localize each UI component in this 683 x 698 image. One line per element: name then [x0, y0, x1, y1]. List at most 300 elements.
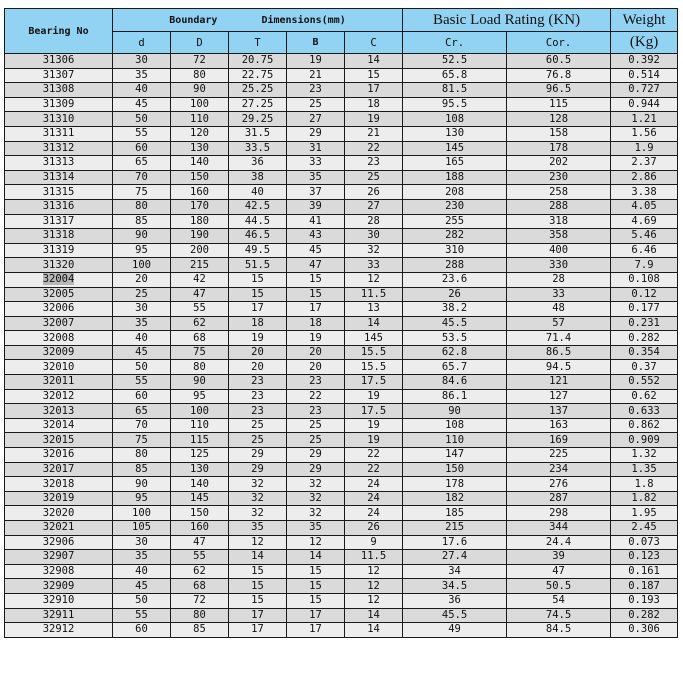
cell-d[interactable] [113, 156, 171, 171]
cell-bearing-no[interactable] [5, 229, 113, 244]
cell-cor[interactable] [507, 506, 611, 521]
cell-C[interactable] [345, 112, 403, 127]
cell-B[interactable] [287, 521, 345, 536]
cell-T[interactable] [229, 550, 287, 565]
cell-C[interactable] [345, 54, 403, 69]
cell-T[interactable] [229, 156, 287, 171]
cell-C[interactable] [345, 506, 403, 521]
cell-B[interactable] [287, 389, 345, 404]
cell-cr[interactable] [403, 68, 507, 83]
cell-cor[interactable] [507, 199, 611, 214]
cell-weight[interactable] [611, 156, 678, 171]
cell-weight[interactable] [611, 477, 678, 492]
cell-bearing-no[interactable] [5, 491, 113, 506]
cell-T[interactable] [229, 491, 287, 506]
cell-cr[interactable] [403, 83, 507, 98]
cell-C[interactable] [345, 375, 403, 390]
cell-cr[interactable] [403, 579, 507, 594]
cell-B[interactable] [287, 258, 345, 273]
cell-bearing-no[interactable] [5, 214, 113, 229]
cell-bearing-no[interactable] [5, 331, 113, 346]
cell-bearing-no[interactable] [5, 112, 113, 127]
cell-weight[interactable] [611, 623, 678, 638]
cell-d[interactable] [113, 214, 171, 229]
cell-cr[interactable] [403, 433, 507, 448]
cell-C[interactable] [345, 83, 403, 98]
cell-D[interactable] [171, 433, 229, 448]
cell-d[interactable] [113, 448, 171, 463]
cell-D[interactable] [171, 141, 229, 156]
cell-weight[interactable] [611, 433, 678, 448]
cell-C[interactable] [345, 462, 403, 477]
cell-d[interactable] [113, 272, 171, 287]
cell-cr[interactable] [403, 506, 507, 521]
cell-cor[interactable] [507, 375, 611, 390]
cell-bearing-no[interactable] [5, 418, 113, 433]
cell-bearing-no[interactable] [5, 389, 113, 404]
cell-D[interactable] [171, 170, 229, 185]
cell-D[interactable] [171, 462, 229, 477]
cell-cr[interactable] [403, 360, 507, 375]
cell-B[interactable] [287, 477, 345, 492]
cell-bearing-no[interactable] [5, 287, 113, 302]
cell-cr[interactable] [403, 331, 507, 346]
cell-bearing-no[interactable] [5, 243, 113, 258]
cell-cor[interactable] [507, 258, 611, 273]
cell-weight[interactable] [611, 360, 678, 375]
cell-weight[interactable] [611, 68, 678, 83]
cell-d[interactable] [113, 491, 171, 506]
cell-d[interactable] [113, 170, 171, 185]
cell-T[interactable] [229, 316, 287, 331]
cell-T[interactable] [229, 68, 287, 83]
cell-B[interactable] [287, 112, 345, 127]
cell-T[interactable] [229, 185, 287, 200]
cell-D[interactable] [171, 302, 229, 317]
cell-D[interactable] [171, 258, 229, 273]
cell-B[interactable] [287, 214, 345, 229]
cell-cr[interactable] [403, 564, 507, 579]
cell-weight[interactable] [611, 112, 678, 127]
cell-D[interactable] [171, 389, 229, 404]
cell-T[interactable] [229, 521, 287, 536]
cell-bearing-no[interactable] [5, 375, 113, 390]
cell-cr[interactable] [403, 214, 507, 229]
cell-D[interactable] [171, 564, 229, 579]
cell-cor[interactable] [507, 229, 611, 244]
cell-d[interactable] [113, 535, 171, 550]
cell-weight[interactable] [611, 593, 678, 608]
cell-T[interactable] [229, 593, 287, 608]
cell-bearing-no[interactable] [5, 550, 113, 565]
cell-cor[interactable] [507, 608, 611, 623]
cell-bearing-no[interactable] [5, 623, 113, 638]
cell-cor[interactable] [507, 564, 611, 579]
cell-cr[interactable] [403, 258, 507, 273]
cell-d[interactable] [113, 462, 171, 477]
cell-weight[interactable] [611, 491, 678, 506]
cell-T[interactable] [229, 258, 287, 273]
cell-B[interactable] [287, 272, 345, 287]
cell-B[interactable] [287, 97, 345, 112]
cell-cr[interactable] [403, 54, 507, 69]
cell-d[interactable] [113, 302, 171, 317]
cell-d[interactable] [113, 141, 171, 156]
cell-cor[interactable] [507, 126, 611, 141]
cell-C[interactable] [345, 593, 403, 608]
cell-D[interactable] [171, 229, 229, 244]
cell-C[interactable] [345, 302, 403, 317]
cell-bearing-no[interactable] [5, 579, 113, 594]
cell-cr[interactable] [403, 126, 507, 141]
cell-C[interactable] [345, 491, 403, 506]
cell-d[interactable] [113, 564, 171, 579]
cell-d[interactable] [113, 54, 171, 69]
cell-weight[interactable] [611, 272, 678, 287]
cell-T[interactable] [229, 418, 287, 433]
cell-T[interactable] [229, 608, 287, 623]
cell-T[interactable] [229, 535, 287, 550]
cell-d[interactable] [113, 579, 171, 594]
cell-cor[interactable] [507, 316, 611, 331]
cell-D[interactable] [171, 287, 229, 302]
cell-bearing-no[interactable] [5, 608, 113, 623]
cell-T[interactable] [229, 214, 287, 229]
cell-cr[interactable] [403, 156, 507, 171]
cell-d[interactable] [113, 389, 171, 404]
cell-B[interactable] [287, 126, 345, 141]
cell-weight[interactable] [611, 345, 678, 360]
cell-B[interactable] [287, 448, 345, 463]
cell-cor[interactable] [507, 521, 611, 536]
cell-weight[interactable] [611, 521, 678, 536]
cell-bearing-no[interactable] [5, 126, 113, 141]
cell-cor[interactable] [507, 579, 611, 594]
cell-B[interactable] [287, 623, 345, 638]
cell-bearing-no[interactable] [5, 477, 113, 492]
cell-cr[interactable] [403, 199, 507, 214]
cell-C[interactable] [345, 214, 403, 229]
cell-C[interactable] [345, 389, 403, 404]
cell-bearing-no[interactable] [5, 272, 113, 287]
cell-cor[interactable] [507, 623, 611, 638]
cell-T[interactable] [229, 112, 287, 127]
cell-T[interactable] [229, 229, 287, 244]
cell-cor[interactable] [507, 331, 611, 346]
cell-T[interactable] [229, 243, 287, 258]
cell-d[interactable] [113, 83, 171, 98]
cell-cor[interactable] [507, 141, 611, 156]
cell-D[interactable] [171, 83, 229, 98]
cell-C[interactable] [345, 287, 403, 302]
cell-T[interactable] [229, 199, 287, 214]
cell-B[interactable] [287, 550, 345, 565]
cell-cor[interactable] [507, 360, 611, 375]
cell-cor[interactable] [507, 448, 611, 463]
cell-bearing-no[interactable] [5, 68, 113, 83]
cell-weight[interactable] [611, 316, 678, 331]
cell-bearing-no[interactable] [5, 535, 113, 550]
cell-C[interactable] [345, 564, 403, 579]
cell-D[interactable] [171, 550, 229, 565]
cell-B[interactable] [287, 579, 345, 594]
cell-weight[interactable] [611, 418, 678, 433]
cell-C[interactable] [345, 229, 403, 244]
cell-d[interactable] [113, 229, 171, 244]
cell-B[interactable] [287, 418, 345, 433]
cell-weight[interactable] [611, 214, 678, 229]
cell-D[interactable] [171, 623, 229, 638]
cell-D[interactable] [171, 360, 229, 375]
cell-cr[interactable] [403, 287, 507, 302]
cell-cr[interactable] [403, 185, 507, 200]
cell-C[interactable] [345, 126, 403, 141]
cell-cor[interactable] [507, 156, 611, 171]
cell-d[interactable] [113, 608, 171, 623]
cell-cr[interactable] [403, 491, 507, 506]
cell-D[interactable] [171, 126, 229, 141]
cell-cr[interactable] [403, 302, 507, 317]
cell-D[interactable] [171, 418, 229, 433]
cell-B[interactable] [287, 54, 345, 69]
cell-d[interactable] [113, 287, 171, 302]
cell-cor[interactable] [507, 345, 611, 360]
cell-B[interactable] [287, 564, 345, 579]
cell-cr[interactable] [403, 535, 507, 550]
cell-D[interactable] [171, 68, 229, 83]
cell-weight[interactable] [611, 302, 678, 317]
cell-D[interactable] [171, 214, 229, 229]
cell-cr[interactable] [403, 462, 507, 477]
cell-cr[interactable] [403, 170, 507, 185]
cell-bearing-no[interactable] [5, 404, 113, 419]
cell-B[interactable] [287, 287, 345, 302]
cell-d[interactable] [113, 375, 171, 390]
cell-B[interactable] [287, 199, 345, 214]
cell-cr[interactable] [403, 272, 507, 287]
cell-d[interactable] [113, 185, 171, 200]
cell-C[interactable] [345, 608, 403, 623]
cell-T[interactable] [229, 54, 287, 69]
cell-bearing-no[interactable] [5, 170, 113, 185]
cell-weight[interactable] [611, 506, 678, 521]
cell-cor[interactable] [507, 550, 611, 565]
cell-d[interactable] [113, 506, 171, 521]
cell-cor[interactable] [507, 54, 611, 69]
cell-weight[interactable] [611, 141, 678, 156]
cell-bearing-no[interactable] [5, 316, 113, 331]
cell-C[interactable] [345, 331, 403, 346]
cell-weight[interactable] [611, 185, 678, 200]
cell-cor[interactable] [507, 97, 611, 112]
cell-d[interactable] [113, 68, 171, 83]
cell-weight[interactable] [611, 243, 678, 258]
cell-cor[interactable] [507, 404, 611, 419]
cell-C[interactable] [345, 345, 403, 360]
cell-bearing-no[interactable] [5, 521, 113, 536]
cell-B[interactable] [287, 345, 345, 360]
cell-C[interactable] [345, 521, 403, 536]
cell-bearing-no[interactable] [5, 141, 113, 156]
cell-C[interactable] [345, 418, 403, 433]
cell-d[interactable] [113, 112, 171, 127]
cell-cor[interactable] [507, 418, 611, 433]
cell-cr[interactable] [403, 404, 507, 419]
cell-d[interactable] [113, 360, 171, 375]
cell-d[interactable] [113, 199, 171, 214]
cell-weight[interactable] [611, 83, 678, 98]
cell-cor[interactable] [507, 477, 611, 492]
cell-C[interactable] [345, 316, 403, 331]
cell-cr[interactable] [403, 477, 507, 492]
cell-d[interactable] [113, 477, 171, 492]
cell-T[interactable] [229, 170, 287, 185]
cell-cor[interactable] [507, 302, 611, 317]
cell-cor[interactable] [507, 433, 611, 448]
cell-d[interactable] [113, 97, 171, 112]
cell-T[interactable] [229, 302, 287, 317]
cell-T[interactable] [229, 389, 287, 404]
cell-B[interactable] [287, 608, 345, 623]
cell-T[interactable] [229, 287, 287, 302]
cell-T[interactable] [229, 579, 287, 594]
cell-B[interactable] [287, 375, 345, 390]
cell-cr[interactable] [403, 229, 507, 244]
cell-D[interactable] [171, 185, 229, 200]
cell-D[interactable] [171, 199, 229, 214]
cell-C[interactable] [345, 448, 403, 463]
cell-T[interactable] [229, 623, 287, 638]
cell-cr[interactable] [403, 243, 507, 258]
cell-weight[interactable] [611, 258, 678, 273]
cell-D[interactable] [171, 156, 229, 171]
cell-B[interactable] [287, 302, 345, 317]
cell-B[interactable] [287, 462, 345, 477]
cell-weight[interactable] [611, 170, 678, 185]
cell-cr[interactable] [403, 316, 507, 331]
cell-B[interactable] [287, 141, 345, 156]
cell-D[interactable] [171, 608, 229, 623]
cell-weight[interactable] [611, 564, 678, 579]
cell-D[interactable] [171, 316, 229, 331]
cell-weight[interactable] [611, 462, 678, 477]
cell-cor[interactable] [507, 491, 611, 506]
cell-D[interactable] [171, 331, 229, 346]
cell-B[interactable] [287, 360, 345, 375]
cell-T[interactable] [229, 97, 287, 112]
cell-bearing-no[interactable] [5, 360, 113, 375]
cell-cor[interactable] [507, 389, 611, 404]
cell-cor[interactable] [507, 535, 611, 550]
cell-C[interactable] [345, 623, 403, 638]
cell-T[interactable] [229, 141, 287, 156]
cell-T[interactable] [229, 564, 287, 579]
cell-T[interactable] [229, 404, 287, 419]
cell-cor[interactable] [507, 83, 611, 98]
cell-B[interactable] [287, 83, 345, 98]
cell-cr[interactable] [403, 608, 507, 623]
cell-weight[interactable] [611, 287, 678, 302]
cell-D[interactable] [171, 54, 229, 69]
cell-D[interactable] [171, 579, 229, 594]
cell-cr[interactable] [403, 593, 507, 608]
cell-d[interactable] [113, 418, 171, 433]
cell-T[interactable] [229, 506, 287, 521]
cell-D[interactable] [171, 97, 229, 112]
cell-bearing-no[interactable] [5, 54, 113, 69]
cell-C[interactable] [345, 97, 403, 112]
cell-bearing-no[interactable] [5, 564, 113, 579]
cell-C[interactable] [345, 68, 403, 83]
cell-cr[interactable] [403, 112, 507, 127]
cell-d[interactable] [113, 623, 171, 638]
cell-d[interactable] [113, 550, 171, 565]
cell-D[interactable] [171, 243, 229, 258]
cell-B[interactable] [287, 535, 345, 550]
cell-C[interactable] [345, 272, 403, 287]
cell-weight[interactable] [611, 97, 678, 112]
cell-D[interactable] [171, 375, 229, 390]
cell-D[interactable] [171, 593, 229, 608]
cell-T[interactable] [229, 477, 287, 492]
cell-bearing-no[interactable] [5, 593, 113, 608]
cell-D[interactable] [171, 477, 229, 492]
cell-d[interactable] [113, 316, 171, 331]
cell-d[interactable] [113, 433, 171, 448]
cell-bearing-no[interactable] [5, 433, 113, 448]
cell-cor[interactable] [507, 170, 611, 185]
cell-bearing-no[interactable] [5, 345, 113, 360]
cell-cr[interactable] [403, 521, 507, 536]
cell-d[interactable] [113, 521, 171, 536]
cell-D[interactable] [171, 535, 229, 550]
cell-T[interactable] [229, 345, 287, 360]
cell-D[interactable] [171, 491, 229, 506]
cell-d[interactable] [113, 258, 171, 273]
cell-cr[interactable] [403, 97, 507, 112]
cell-weight[interactable] [611, 331, 678, 346]
cell-weight[interactable] [611, 199, 678, 214]
cell-bearing-no[interactable] [5, 83, 113, 98]
cell-D[interactable] [171, 404, 229, 419]
cell-C[interactable] [345, 579, 403, 594]
cell-cr[interactable] [403, 623, 507, 638]
cell-bearing-no[interactable] [5, 506, 113, 521]
cell-cr[interactable] [403, 345, 507, 360]
cell-bearing-no[interactable] [5, 156, 113, 171]
cell-cor[interactable] [507, 287, 611, 302]
cell-B[interactable] [287, 243, 345, 258]
cell-D[interactable] [171, 521, 229, 536]
cell-d[interactable] [113, 126, 171, 141]
cell-weight[interactable] [611, 389, 678, 404]
cell-C[interactable] [345, 141, 403, 156]
cell-cr[interactable] [403, 418, 507, 433]
cell-cor[interactable] [507, 272, 611, 287]
cell-weight[interactable] [611, 404, 678, 419]
cell-weight[interactable] [611, 608, 678, 623]
cell-weight[interactable] [611, 126, 678, 141]
cell-cor[interactable] [507, 462, 611, 477]
cell-cr[interactable] [403, 141, 507, 156]
cell-C[interactable] [345, 477, 403, 492]
cell-C[interactable] [345, 360, 403, 375]
cell-D[interactable] [171, 448, 229, 463]
cell-weight[interactable] [611, 535, 678, 550]
cell-B[interactable] [287, 68, 345, 83]
cell-cor[interactable] [507, 112, 611, 127]
cell-cor[interactable] [507, 68, 611, 83]
